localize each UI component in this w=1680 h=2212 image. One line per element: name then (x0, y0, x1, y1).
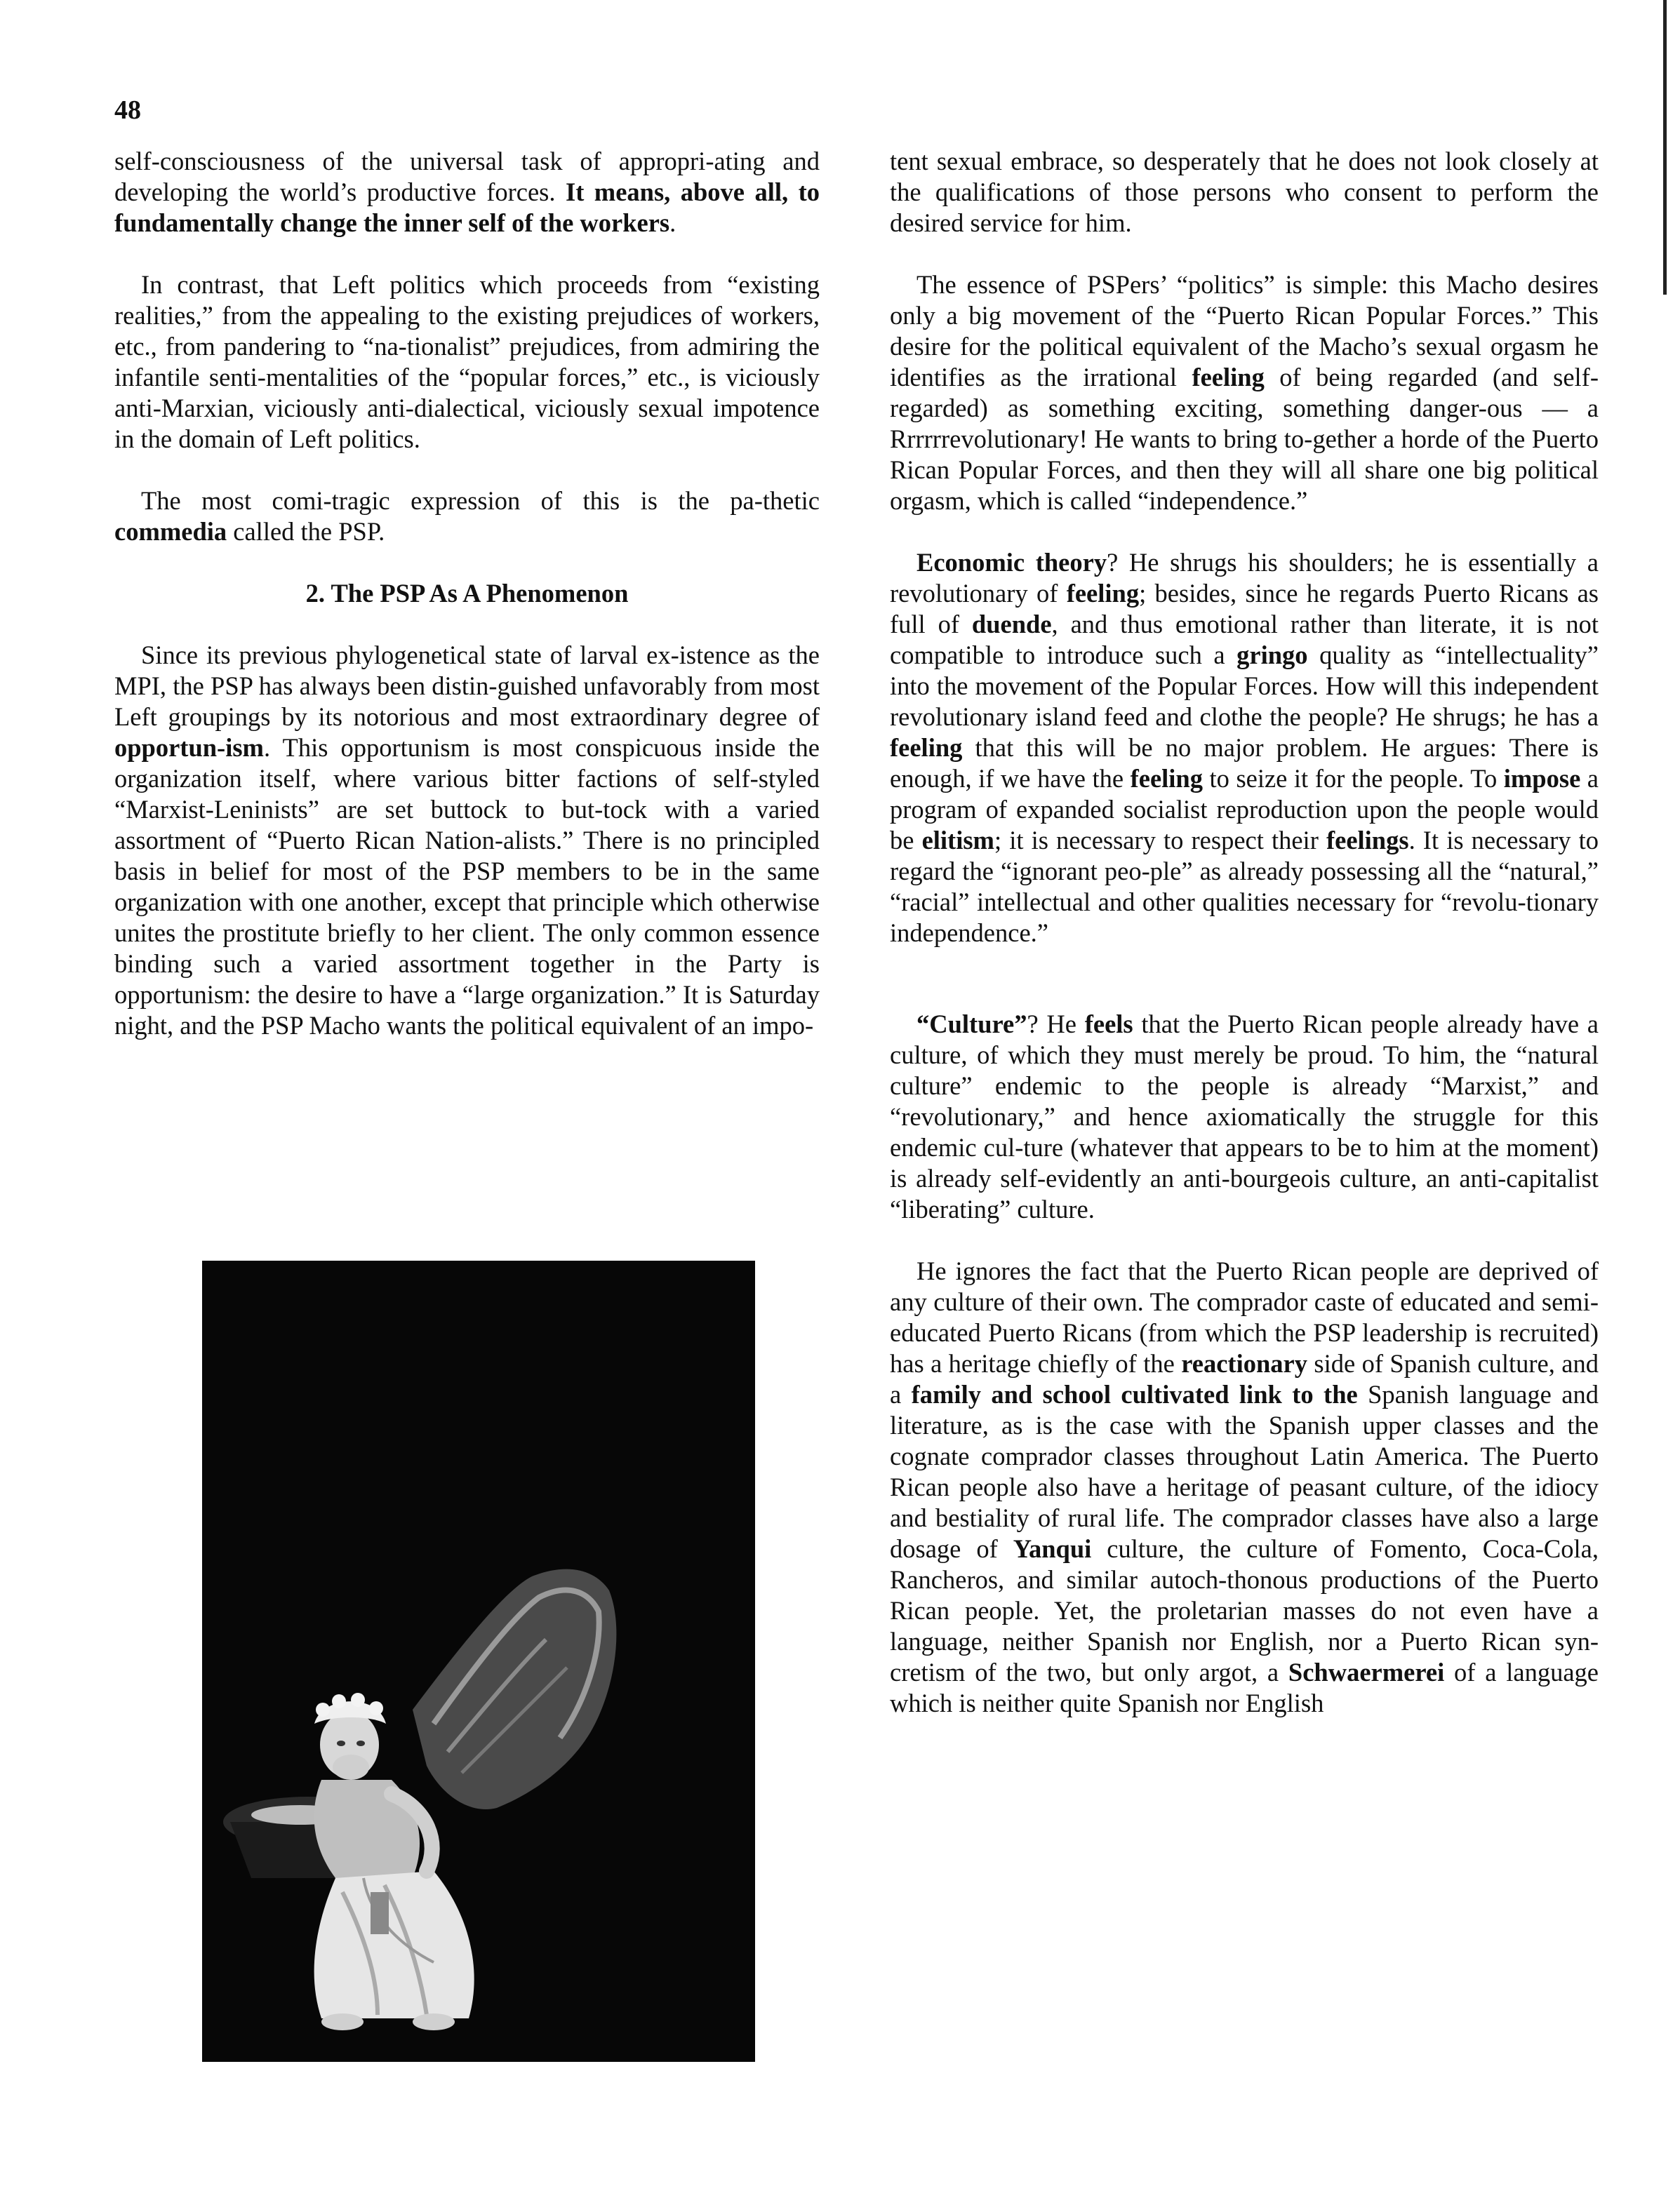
paragraph: In contrast, that Left politics which proceeds from “existing realities,” from the appealing to the existing prejudices of workers, etc., from pandering to “na-tionalist” prejudices, from admiring the infantile senti-mentalities of the “popular forces,” etc., is viciously anti-Marxian, viciously anti-dialectical, viciously sexual impotence in the domain of Left politics. (114, 270, 820, 453)
paragraph-text: quality as “intellectuality” into the movement of the Popular Forces. How will this independent revolutionary island feed and clothe the people? He shrugs; he has a (890, 641, 1599, 731)
right-column (890, 146, 1599, 1719)
page-edge-rule (1663, 0, 1667, 295)
bold-text: feelings (1326, 826, 1409, 854)
bold-text: Schwaermerei (1288, 1658, 1445, 1687)
paragraph (114, 485, 820, 547)
paragraph-text: , and thus emotional rather than literate, it is not compatible to introduce such a (890, 610, 1599, 669)
engraving-figure-with-wings-icon (202, 1261, 755, 2062)
bold-text: It means, above all, to fundamentally change the inner self of the workers (114, 177, 820, 237)
paragraph-text: called the PSP. (227, 517, 385, 546)
bold-text: commedia (114, 517, 227, 546)
bold-text: feels (1084, 1010, 1133, 1038)
bold-text: “Culture” (916, 1010, 1027, 1038)
paragraph (890, 269, 1599, 516)
paragraph (890, 547, 1599, 949)
paragraph-text: self-consciousness of the universal task of appropri-ating and developing the world’s productive forces. (114, 147, 820, 206)
bold-text: impose (1503, 764, 1581, 793)
bold-text: gringo (1236, 641, 1308, 669)
page-number: 48 (114, 95, 141, 125)
paragraph-text: ? He (1027, 1010, 1085, 1038)
paragraph-text: ; it is necessary to respect their (994, 826, 1326, 854)
paragraph-text: Spanish language and literature, as is the case with the Spanish upper classes and the cognate comprador classes throughout Latin America. The Puerto Rican people also have a heritage of peasant culture, of the idiocy and bestiality of rural life. The comprador classes have also a large dosage of (890, 1380, 1599, 1563)
paragraph-text: a program of expanded socialist reproduction upon the people would be (890, 764, 1599, 854)
bold-text: Yanqui (1013, 1534, 1092, 1563)
paragraph-text: culture, the culture of Fomento, Coca-Cola, Rancheros, and similar autoch-thonous productions of the Puerto Rican people. Yet, the proletarian masses do not even have a language, neither Spanish nor English, nor a Puerto Rican syn-cretism of the two, but only argot, a (890, 1534, 1599, 1687)
bold-text: feeling (890, 733, 963, 762)
paragraph-text: side of Spanish culture, and a (890, 1349, 1599, 1409)
paragraph-text: to seize it for the people. To (1202, 764, 1504, 793)
paragraph-text: Since its previous phylogenetical state of larval ex-istence as the MPI, the PSP has always been distin-guished unfavorably from most Left groupings by its notorious and most extraordinary degree of (114, 641, 820, 731)
paragraph-text: ? He shrugs his shoulders; he is essentially a revolutionary of (890, 548, 1599, 608)
paragraph-text: of a language which is neither quite Spanish nor English (890, 1658, 1599, 1717)
paragraph-text: The essence of PSPers’ “politics” is simple: this Macho desires only a big movement of the “Puerto Rican Popular Forces.” This desire for the political equivalent of the Macho’s sexual orgasm he identifies as the irrational (890, 270, 1599, 391)
bold-text: reactionary (1181, 1349, 1307, 1378)
left-column (114, 146, 820, 1041)
bold-text: family and school cultivated link to the (911, 1380, 1358, 1409)
bold-text: feeling (1066, 579, 1140, 608)
paragraph-text: . (669, 208, 676, 237)
bold-text: elitism (921, 826, 994, 854)
paragraph-text: of being regarded (and self-regarded) as something exciting, something danger-ous — a Rrrrrrevolutionary! He wants to bring to-gether a horde of the Puerto Rican Popular Forces, and then they will all share one big political orgasm, which is called “independence.” (890, 363, 1599, 515)
section-heading: 2. The PSP As A Phenomenon (305, 579, 629, 608)
illustration-svg (202, 1261, 755, 2062)
paragraph-text: that the Puerto Rican people already have a culture, of which they must merely be proud. To him, the “natural culture” endemic to the people is already “Marxist,” and “revolutionary,” and hence axiomatically the struggle for this endemic cul-ture (whatever that appears to be to him at the moment) is already self-evidently an anti-bourgeois culture, an anti-capitalist “liberating” culture. (890, 1010, 1599, 1224)
bold-text: duende (971, 610, 1052, 638)
paragraph (890, 1009, 1599, 1225)
paragraph-text: that this will be no major problem. He argues: There is enough, if we have the (890, 733, 1599, 793)
paragraph-text: He ignores the fact that the Puerto Rican people are deprived of any culture of their own. The comprador caste of educated and semi-educated Puerto Ricans (from which the PSP leadership is recruited) has a heritage chiefly of the (890, 1256, 1599, 1378)
paragraph-text: ; besides, since he regards Puerto Ricans as full of (890, 579, 1599, 638)
paragraph-text: . It is necessary to regard the “ignorant peo-ple” as already possessing all the “natural,” “racial” intellectual and other qualities necessary for “revolu-tionary independence.” (890, 826, 1599, 947)
bold-text: opportun-ism (114, 733, 264, 762)
paragraph (890, 1256, 1599, 1719)
paragraph-text: The most comi-tragic expression of this is the pa-thetic (141, 486, 820, 515)
bold-text: feeling (1130, 764, 1203, 793)
bold-text: feeling (1192, 363, 1265, 391)
paragraph (114, 146, 820, 239)
paragraph-text: . This opportunism is most conspicuous inside the organization itself, where various bitter factions of self-styled “Marxist-Leninists” are set buttock to but-tock with a varied assortment of “Puerto Rican Nation-alists.” There is no principled basis in belief for most of the PSP members to be in the same organization with one another, except that principle which otherwise unites the prostitute briefly to her client. The only common essence binding such a varied assortment together in the Party is opportunism: the desire to have a “large organization.” It is Saturday night, and the PSP Macho wants the political equivalent of an impo- (114, 733, 820, 1040)
paragraph (114, 640, 820, 1041)
paragraph: tent sexual embrace, so desperately that he does not look closely at the qualifications of those persons who consent to perform the desired service for him. (890, 147, 1599, 237)
bold-text: Economic theory (916, 548, 1107, 577)
